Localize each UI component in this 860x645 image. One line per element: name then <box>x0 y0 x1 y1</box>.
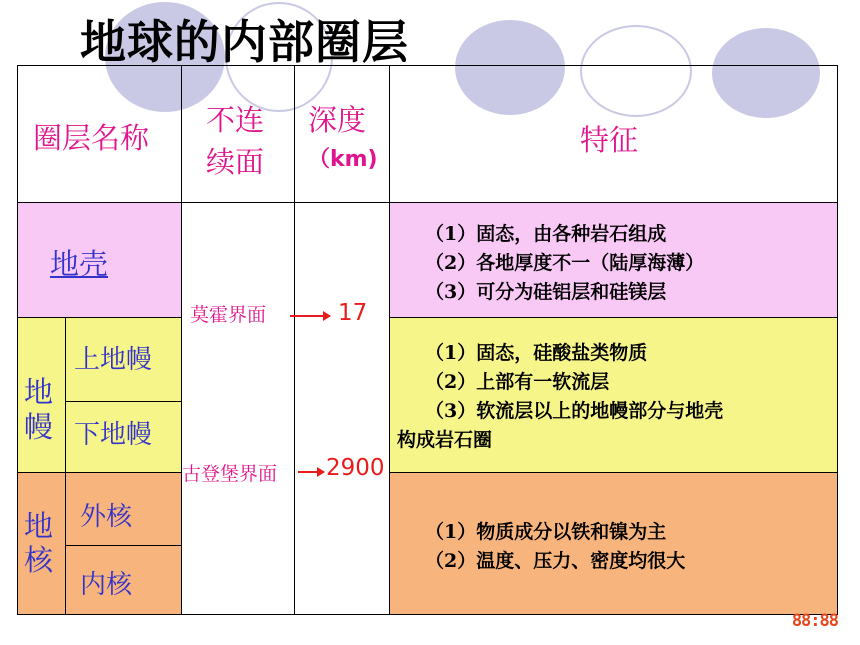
outer-core-label: 外核 <box>80 502 133 532</box>
mantle-feature-1: （1）固态，硅酸盐类物质 <box>425 342 648 364</box>
mantle-group-char1: 地 <box>24 375 54 409</box>
upper-mantle-label: 上地幔 <box>74 345 153 375</box>
header-depth-line2: （km) <box>308 147 378 172</box>
mantle-group-char2: 幔 <box>24 410 54 444</box>
core-group-char1: 地 <box>24 509 54 543</box>
crust-feature-2: （2）各地厚度不一（陆厚海薄） <box>425 252 705 274</box>
inner-core-label: 内核 <box>80 570 133 600</box>
crust-feature-3: （3）可分为硅铝层和硅镁层 <box>425 281 667 303</box>
mantle-feature-3: （3）软流层以上的地幔部分与地壳 <box>425 400 724 422</box>
gutenberg-depth: 2900 <box>326 455 385 481</box>
crust-feature-1: （1）固态，由各种岩石组成 <box>425 223 667 245</box>
clock-widget: 88:88 <box>791 611 838 631</box>
moho-depth: 17 <box>338 300 368 326</box>
core-feature-1: （1）物质成分以铁和镍为主 <box>425 521 667 543</box>
core-feature-2: （2）温度、压力、密度均很大 <box>425 550 686 572</box>
gutenberg-arrow <box>298 471 324 473</box>
moho-arrow <box>290 315 330 317</box>
header-layer-name: 圈层名称 <box>33 121 150 155</box>
header-discontinuity-line1: 不连 <box>206 103 265 137</box>
mantle-feature-4: 构成岩石圈 <box>397 429 493 451</box>
header-depth-line1: 深度 <box>308 103 367 137</box>
mantle-feature-2: （2）上部有一软流层 <box>425 371 610 393</box>
gutenberg-label: 古登堡界面 <box>182 459 277 486</box>
depth-column <box>294 202 390 615</box>
header-discontinuity-line2: 续面 <box>206 145 265 179</box>
header-feature: 特征 <box>580 123 639 157</box>
moho-label: 莫霍界面 <box>190 300 266 327</box>
crust-label: 地壳 <box>50 247 109 281</box>
core-group-char2: 核 <box>24 543 54 577</box>
lower-mantle-label: 下地幔 <box>74 420 153 450</box>
page-title: 地球的内部圈层 <box>80 15 409 69</box>
discontinuity-column <box>181 202 295 615</box>
